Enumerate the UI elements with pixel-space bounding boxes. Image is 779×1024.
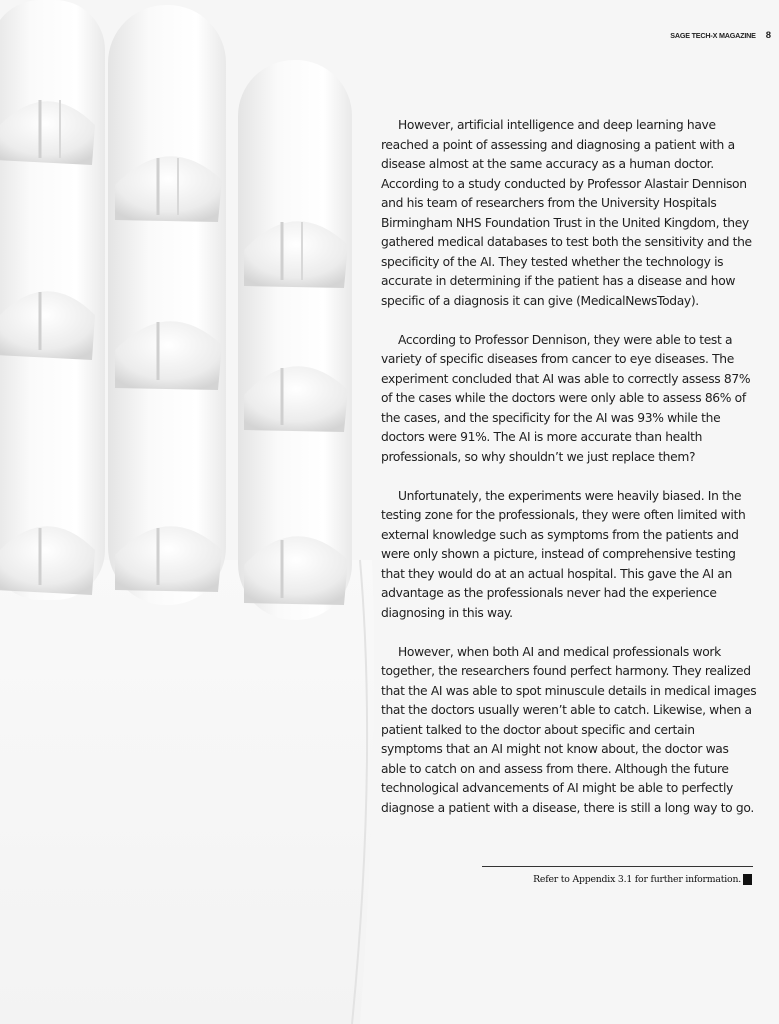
article-paragraph: However, when both AI and medical professionals work together, the researchers found perfect harmony. They realized that the AI was able to spot minuscule details in medical images that the doctors usually weren’t able to catch. Likewise, when a patient talked to the doctor about specific and certain symptoms that an AI might not know about, the doctor was able to catch on and assess from there. Although the future technological advancements of AI might be able to perfectly diagnose a patient with a disease, there is still a long way to go. [381,644,757,815]
article-paragraph: According to Professor Dennison, they were able to test a variety of specific diseases from cancer to eye diseases. The experiment concluded that AI was able to correctly assess 87% of the cases while the doctors were only able to assess 86% of the cases, and the specificity for the AI was 93% while the doctors were 91%. The AI is more accurate than health professionals, so why shouldn’t we just replace them? [381,332,751,464]
footnote [533,874,752,885]
magazine-title: SAGE TECH-X MAGAZINE [670,31,756,40]
article-body [381,116,757,838]
end-mark-icon [743,874,752,885]
page-header [670,30,771,41]
article-paragraph: Unfortunately, the experiments were heavily biased. In the testing zone for the professionals, they were often limited with external knowledge such as symptoms from the patients and were only shown a picture, instead of comprehensive testing that they would do at an actual hospital. This gave the AI an advantage as the professionals never had the experience diagnosing in this way. [381,488,746,620]
article-paragraph: However, artificial intelligence and deep learning have reached a point of assessing and diagnosing a patient with a disease almost at the same accuracy as a human doctor. According to a study conducted by Professor Alastair Dennison and his team of researchers from the University Hospitals Birmingham NHS Foundation Trust in the United Kingdom, they gathered medical databases to test both the sensitivity and the specificity of the AI. They tested whether the technology is accurate in determining if the patient has a disease and how specific of a diagnosis it can give (MedicalNewsToday). [381,118,752,308]
page-number: 8 [765,30,771,41]
footnote-text: Refer to Appendix 3.1 for further information. [533,874,741,885]
footnote-divider [482,866,753,867]
